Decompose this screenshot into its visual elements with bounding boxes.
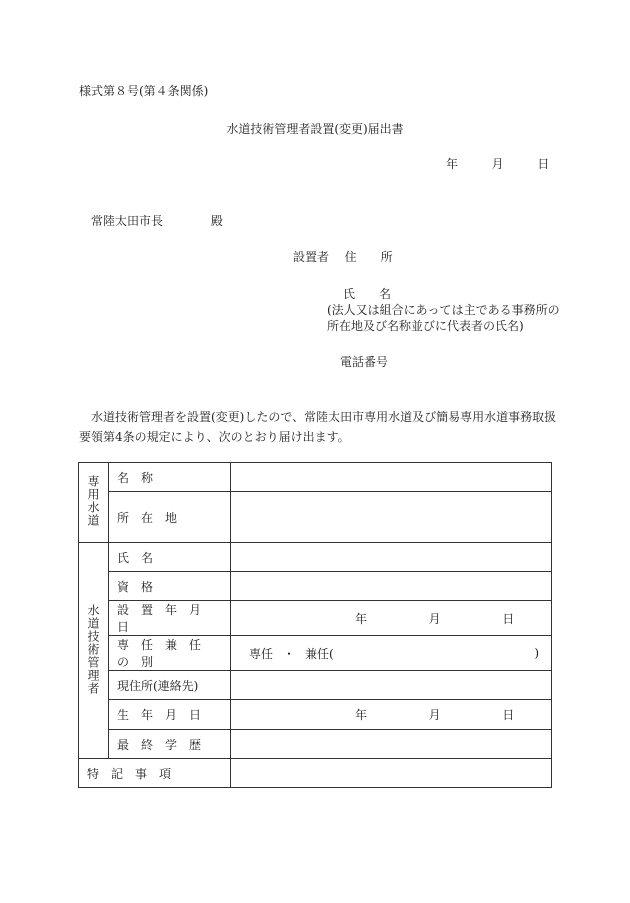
birth-year: 年: [355, 708, 368, 722]
fulltime-label-cell: [109, 636, 231, 671]
addressee: [91, 212, 223, 229]
education-label: 最 終 学 歴: [117, 737, 202, 752]
table-row: [79, 492, 552, 543]
body-text: 水道技術管理者を設置(変更)したので、常陸太田市専用水道及び簡易専用水道事務取扱要領第4条の規定により、次のとおり届け出ます。: [79, 410, 557, 444]
current-address-field[interactable]: [231, 671, 552, 700]
remarks-field[interactable]: [231, 759, 552, 788]
water-location-label-cell: [109, 492, 231, 543]
birth-month: 月: [428, 708, 441, 722]
addressee-name: 常陸太田市長: [91, 214, 164, 228]
group-water-supply: [79, 463, 109, 543]
water-name-field[interactable]: [231, 463, 552, 492]
qualification-label-cell: [109, 572, 231, 601]
table-row: [79, 700, 552, 730]
address-label: 住 所: [344, 250, 393, 264]
form-number: 様式第８号(第４条関係): [79, 84, 209, 98]
table-row: [79, 543, 552, 572]
manager-name-label-cell: [109, 543, 231, 572]
appointment-date-field[interactable]: [231, 601, 552, 636]
appointment-date-label: 設 置 年 月 日: [117, 603, 214, 634]
water-name-label-cell: [109, 463, 231, 492]
fulltime-field[interactable]: [231, 636, 552, 671]
installer-name-label: 氏 名: [343, 287, 392, 301]
qualification-field[interactable]: [231, 572, 552, 601]
manager-name-label: 氏 名: [117, 550, 154, 565]
remarks-label-cell: [79, 759, 231, 788]
current-address-label-cell: [109, 671, 231, 700]
submission-date: [446, 155, 549, 172]
table-row: [79, 463, 552, 492]
fulltime-label: 専 任 兼 任 の 別: [117, 638, 214, 669]
table-row: [79, 572, 552, 601]
water-name-label: 名 称: [117, 470, 154, 485]
installer-address: [293, 248, 393, 265]
date-day: 日: [537, 157, 550, 171]
group-water-supply-label: 専用水道: [86, 475, 100, 527]
document-title: 水道技術管理者設置(変更)届出書: [226, 122, 404, 136]
water-location-field[interactable]: [231, 492, 552, 543]
manager-name-field[interactable]: [231, 543, 552, 572]
concurrent-close: ): [534, 646, 539, 660]
birth-day: 日: [502, 708, 515, 722]
table-row: [79, 636, 552, 671]
appointment-month: 月: [428, 611, 441, 626]
qualification-label: 資 格: [117, 579, 154, 594]
concurrent-option[interactable]: 兼任(: [305, 646, 334, 661]
birth-date-label: 生 年 月 日: [117, 708, 202, 722]
honorific: 殿: [210, 214, 223, 228]
notification-table: [78, 462, 552, 788]
birth-date-label-cell: [109, 700, 231, 730]
remarks-label: 特 記 事 項: [87, 766, 172, 781]
date-month: 月: [491, 157, 504, 171]
appointment-day: 日: [502, 611, 515, 626]
fulltime-option[interactable]: 専任: [249, 646, 274, 661]
installer-label: 設置者: [293, 250, 330, 264]
option-separator: ・: [283, 646, 296, 661]
current-address-label: 現住所(連絡先): [117, 678, 199, 693]
group-manager: [79, 543, 109, 759]
table-row: [79, 759, 552, 788]
installer-name-note: (法人又は組合にあっては主である事務所の所在地及び名称並びに代表者の氏名): [327, 303, 560, 333]
water-location-label: 所 在 地: [117, 510, 178, 525]
birth-date-field[interactable]: [231, 700, 552, 730]
education-field[interactable]: [231, 730, 552, 759]
appointment-date-label-cell: [109, 601, 231, 636]
table-row: [79, 671, 552, 700]
group-manager-label: 水道技術管理者: [86, 603, 100, 695]
date-year: 年: [446, 157, 459, 171]
phone-label: 電話番号: [340, 355, 389, 369]
appointment-year: 年: [355, 611, 368, 626]
table-row: [79, 730, 552, 759]
table-row: [79, 601, 552, 636]
education-label-cell: [109, 730, 231, 759]
